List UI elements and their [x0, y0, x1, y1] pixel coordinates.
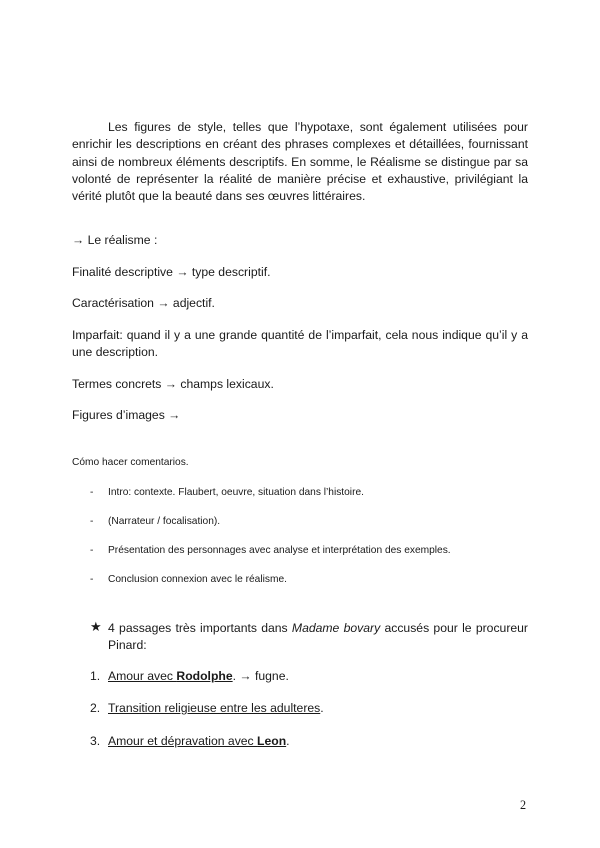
comentarios-item-intro: Intro: contexte. Flaubert, oeuvre, situation dans l’histoire. [108, 487, 364, 498]
passage-item-1 [108, 669, 289, 683]
comentarios-dash-1: - [90, 487, 94, 498]
comentarios-dash-2: - [90, 516, 94, 527]
realism-line-caracterisation: Caractérisation → adjectif. [72, 296, 215, 310]
star-bullet-icon: ★ [90, 619, 102, 634]
passage-2-label: Transition religieuse entre les adulteres [108, 701, 321, 715]
passages-intro-line-1 [108, 620, 528, 637]
passages-intro-after: accusés pour le procureur [380, 621, 528, 635]
realism-heading: → Le réalisme : [72, 233, 158, 247]
passage-number-2: 2. [90, 701, 101, 715]
realism-line-finalite: Finalité descriptive → type descriptif. [72, 265, 271, 279]
comentarios-dash-3: - [90, 545, 94, 556]
passages-intro-title: Madame bovary [291, 621, 381, 635]
realism-line-figures: Figures d’images → [72, 408, 181, 422]
realism-line-imparfait-2: une description. [72, 345, 159, 359]
passage-1-bold: Rodolphe [176, 669, 233, 683]
intro-paragraph-text: Les figures de style, telles que l’hypotaxe, sont également utilisées pour enrichir les descriptions en créant des phrases complexes et détaillées, fournissant ainsi de nombreux éléments descriptifs. En somme, le Réalisme se distingue par sa volonté de représenter la réalité de manière précise et exhaustive, privilégiant la vérité plutôt que la beauté dans ses œuvres littéraires. [72, 120, 528, 204]
passage-1-rest: . → fugne. [232, 669, 289, 683]
comentarios-item-narrateur: (Narrateur / focalisation). [108, 516, 221, 527]
passage-3-bold: Leon [257, 734, 287, 748]
comentarios-heading: Cómo hacer comentarios. [72, 457, 189, 468]
intro-paragraph [72, 119, 528, 205]
realism-line-termes: Termes concrets → champs lexicaux. [72, 377, 274, 391]
passage-number-3: 3. [90, 734, 101, 748]
passage-3-label: Amour et dépravation avec [108, 734, 258, 748]
passage-item-3 [108, 734, 290, 748]
passages-intro-line-2: Pinard: [108, 638, 147, 652]
passage-1-label: Amour avec [108, 669, 177, 683]
comentarios-item-conclusion: Conclusion connexion avec le réalisme. [108, 574, 287, 585]
comentarios-dash-4: - [90, 574, 94, 585]
comentarios-item-personnages: Présentation des personnages avec analyse et interprétation des exemples. [108, 545, 451, 556]
passage-item-2 [108, 701, 324, 715]
passage-2-rest: . [320, 701, 324, 715]
realism-line-imparfait-1: Imparfait: quand il y a une grande quantité de l’imparfait, cela nous indique qu’il y a [72, 328, 528, 342]
passages-intro-before: 4 passages très importants dans [108, 621, 292, 635]
passage-3-rest: . [286, 734, 290, 748]
passage-number-1: 1. [90, 669, 101, 683]
page-number: 2 [520, 798, 527, 812]
